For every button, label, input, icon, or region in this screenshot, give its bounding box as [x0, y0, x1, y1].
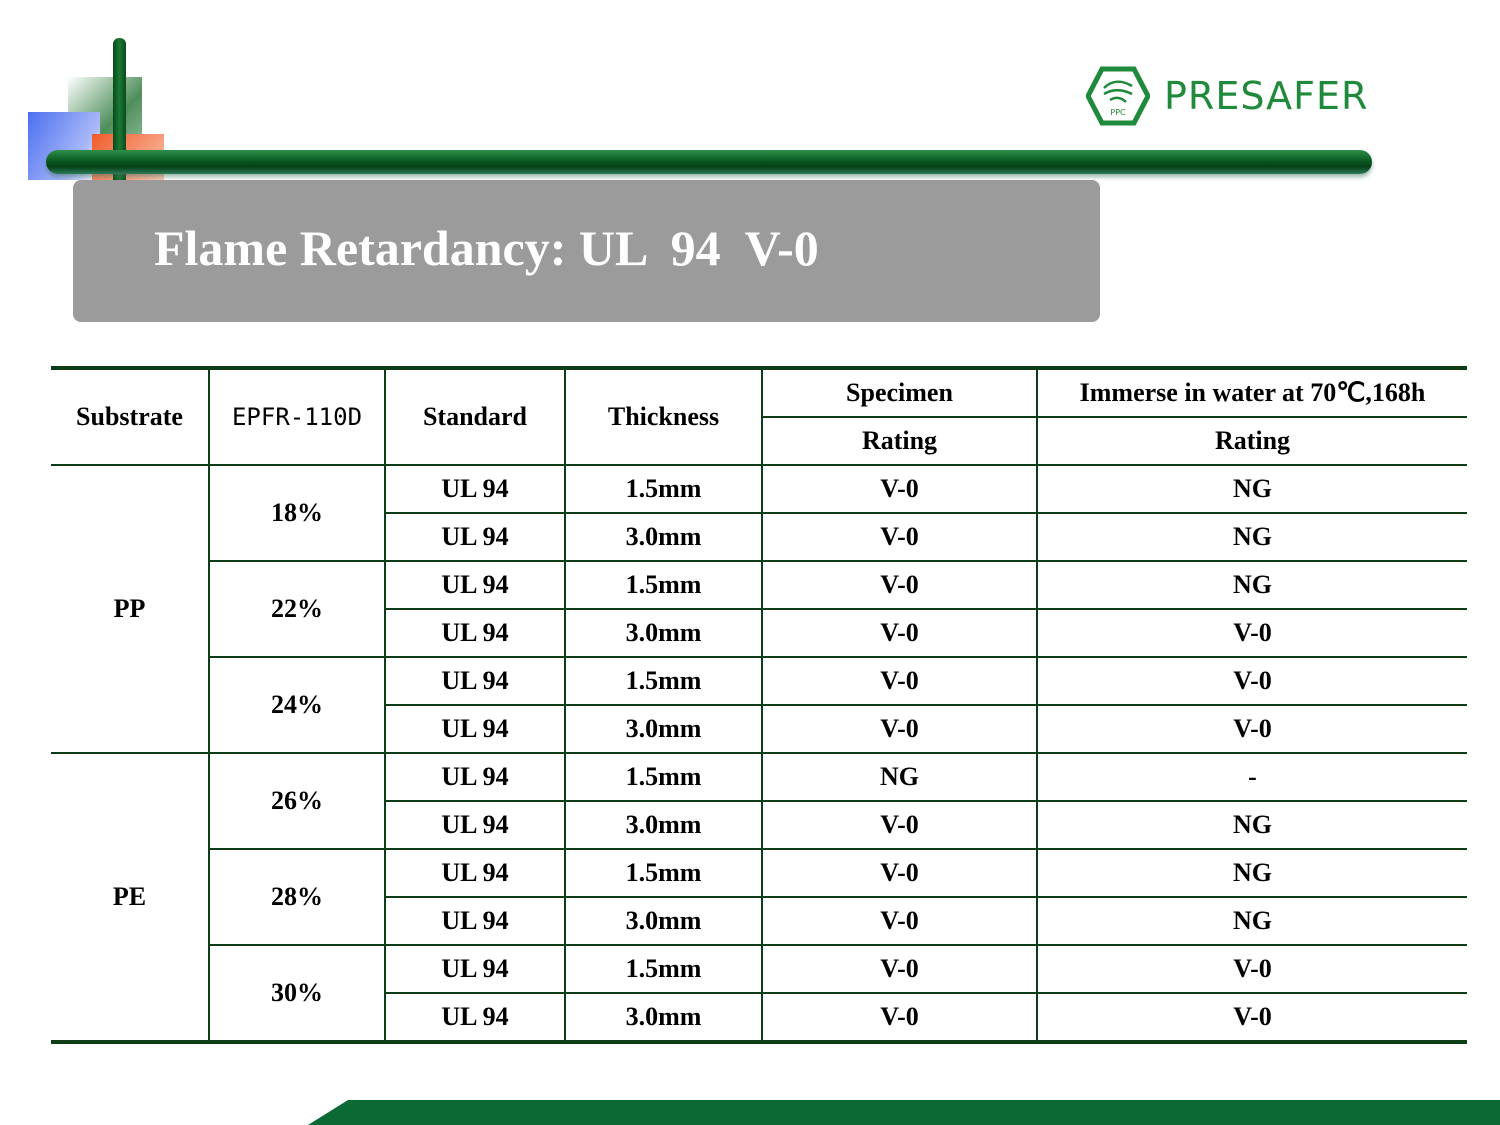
standard-cell: UL 94 — [385, 993, 565, 1042]
standard-cell: UL 94 — [385, 513, 565, 561]
standard-cell: UL 94 — [385, 609, 565, 657]
table-body — [51, 465, 1467, 1042]
specimen-rating-cell: V-0 — [762, 609, 1037, 657]
standard-cell: UL 94 — [385, 801, 565, 849]
logo-wordmark: PRESAFER — [1164, 74, 1369, 118]
header-standard: Standard — [385, 368, 565, 465]
standard-cell: UL 94 — [385, 705, 565, 753]
immerse-rating-cell: NG — [1037, 849, 1467, 897]
page-title: Flame Retardancy: UL 94 V-0 — [154, 220, 819, 276]
specimen-rating-cell: V-0 — [762, 993, 1037, 1042]
standard-cell: UL 94 — [385, 849, 565, 897]
standard-cell: UL 94 — [385, 561, 565, 609]
specimen-rating-cell: V-0 — [762, 561, 1037, 609]
loading-cell: 28% — [209, 849, 385, 945]
standard-cell: UL 94 — [385, 753, 565, 801]
header-immerse-rating: Rating — [1037, 417, 1467, 465]
immerse-rating-cell: NG — [1037, 897, 1467, 945]
thickness-cell: 1.5mm — [565, 753, 762, 801]
company-logo — [1086, 66, 1368, 126]
standard-cell: UL 94 — [385, 945, 565, 993]
specimen-rating-cell: V-0 — [762, 705, 1037, 753]
thickness-cell: 1.5mm — [565, 945, 762, 993]
substrate-cell: PP — [51, 465, 209, 753]
header-immerse: Immerse in water at 70℃,168h — [1037, 368, 1467, 417]
immerse-rating-cell: V-0 — [1037, 705, 1467, 753]
table-row — [51, 945, 1467, 993]
specimen-rating-cell: NG — [762, 753, 1037, 801]
header-substrate: Substrate — [51, 368, 209, 465]
table-row — [51, 465, 1467, 513]
footer-band — [308, 1100, 1500, 1125]
specimen-rating-cell: V-0 — [762, 513, 1037, 561]
specimen-rating-cell: V-0 — [762, 657, 1037, 705]
specimen-rating-cell: V-0 — [762, 849, 1037, 897]
immerse-rating-cell: V-0 — [1037, 993, 1467, 1042]
immerse-rating-cell: NG — [1037, 465, 1467, 513]
thickness-cell: 3.0mm — [565, 609, 762, 657]
thickness-cell: 3.0mm — [565, 705, 762, 753]
standard-cell: UL 94 — [385, 897, 565, 945]
thickness-cell: 1.5mm — [565, 465, 762, 513]
header-specimen: Specimen — [762, 368, 1037, 417]
standard-cell: UL 94 — [385, 465, 565, 513]
specimen-rating-cell: V-0 — [762, 801, 1037, 849]
loading-cell: 26% — [209, 753, 385, 849]
immerse-rating-cell: V-0 — [1037, 945, 1467, 993]
thickness-cell: 3.0mm — [565, 513, 762, 561]
table-row — [51, 561, 1467, 609]
thickness-cell: 3.0mm — [565, 801, 762, 849]
thickness-cell: 3.0mm — [565, 993, 762, 1042]
header-divider-bar — [46, 150, 1372, 174]
standard-cell: UL 94 — [385, 657, 565, 705]
table-row — [51, 753, 1467, 801]
thickness-cell: 1.5mm — [565, 657, 762, 705]
table-row — [51, 849, 1467, 897]
logo-mark-text: PPC — [1110, 108, 1126, 117]
loading-cell: 22% — [209, 561, 385, 657]
immerse-rating-cell: V-0 — [1037, 657, 1467, 705]
immerse-rating-cell: NG — [1037, 561, 1467, 609]
specimen-rating-cell: V-0 — [762, 897, 1037, 945]
immerse-rating-cell: V-0 — [1037, 609, 1467, 657]
table-row — [51, 657, 1467, 705]
header-additive: EPFR-110D — [209, 368, 385, 465]
immerse-rating-cell: - — [1037, 753, 1467, 801]
specimen-rating-cell: V-0 — [762, 945, 1037, 993]
immerse-rating-cell: NG — [1037, 513, 1467, 561]
header-specimen-rating: Rating — [762, 417, 1037, 465]
thickness-cell: 1.5mm — [565, 561, 762, 609]
specimen-rating-cell: V-0 — [762, 465, 1037, 513]
immerse-rating-cell: NG — [1037, 801, 1467, 849]
thickness-cell: 1.5mm — [565, 849, 762, 897]
thickness-cell: 3.0mm — [565, 897, 762, 945]
loading-cell: 30% — [209, 945, 385, 1042]
header-thickness: Thickness — [565, 368, 762, 465]
loading-cell: 18% — [209, 465, 385, 561]
substrate-cell: PE — [51, 753, 209, 1042]
loading-cell: 24% — [209, 657, 385, 753]
hexagon-logo-icon — [1086, 66, 1150, 126]
flame-test-table — [51, 366, 1467, 1044]
